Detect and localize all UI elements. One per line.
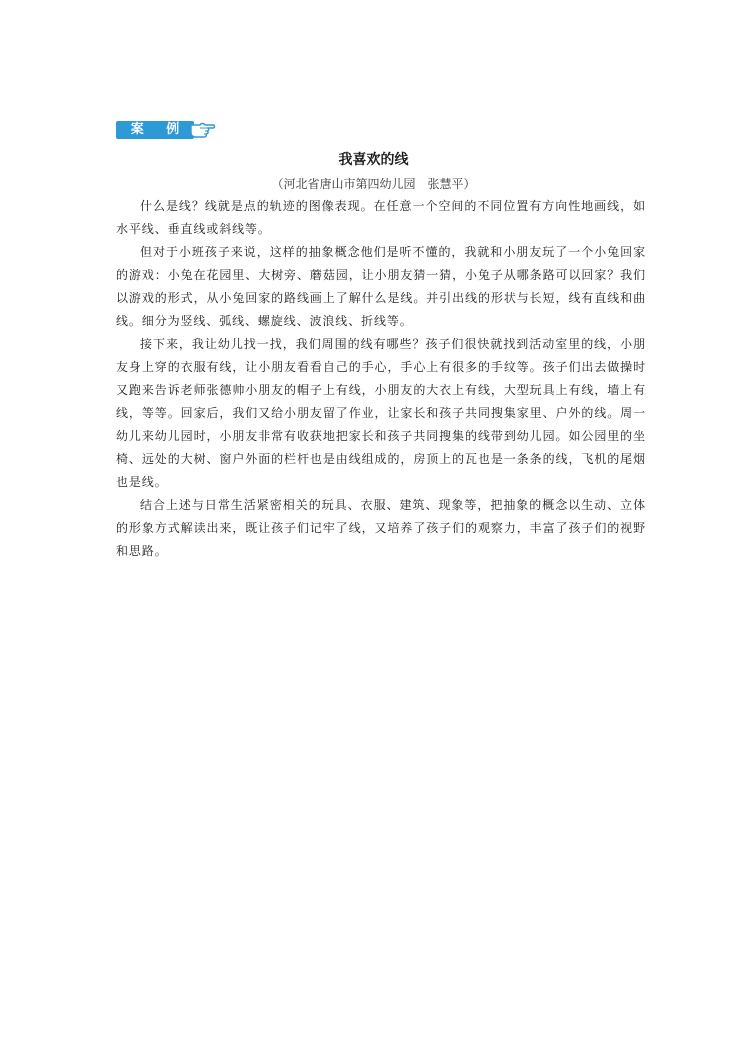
- article-byline: （河北省唐山市第四幼儿园 张慧平）: [271, 177, 476, 191]
- section-badge-label: 案 例: [130, 122, 189, 137]
- section-badge: [116, 121, 214, 139]
- article-paragraph: 接下来，我让幼儿找一找，我们周围的线有哪些？孩子们很快就找到活动室里的线，小朋友身上穿的衣服有线，让小朋友看看自己的手心，手心上有很多的手纹等。孩子们出去做操时又跑来告诉老师张德帅小朋友的帽子上有线，小朋友的大衣上有线，大型玩具上有线，墙上有线，等等。回家后，我们又给小朋友留了作业，让家长和孩子共同搜集家里、户外的线。周一幼儿来幼儿园时，小朋友非常有收获地把家长和孩子共同搜集的线带到幼儿园。如公园里的坐椅、远处的大树、窗户外面的栏杆也是由线组成的，房顶上的瓦也是一条条的线，飞机的尾烟也是线。: [116, 337, 646, 489]
- article-title: 我喜欢的线: [338, 152, 409, 168]
- pointing-hand-icon: [190, 121, 216, 139]
- article-paragraph: 结合上述与日常生活紧密相关的玩具、衣服、建筑、现象等，把抽象的概念以生动、立体的形象方式解读出来，既让孩子们记牢了线，又培养了孩子们的观察力，丰富了孩子们的视野和思路。: [116, 498, 646, 558]
- article-paragraph: 但对于小班孩子来说，这样的抽象概念他们是听不懂的，我就和小朋友玩了一个小兔回家的游戏：小兔在花园里、大树旁、蘑菇园，让小朋友猜一猜，小兔子从哪条路可以回家？我们以游戏的形式，从小兔回家的路线画上了解什么是线。并引出线的形状与长短，线有直线和曲线。细分为竖线、弧线、螺旋线、波浪线、折线等。: [116, 245, 646, 328]
- article-paragraph: 什么是线？线就是点的轨迹的图像表现。在任意一个空间的不同位置有方向性地画线，如水平线、垂直线或斜线等。: [116, 199, 646, 236]
- article-body: [116, 195, 646, 563]
